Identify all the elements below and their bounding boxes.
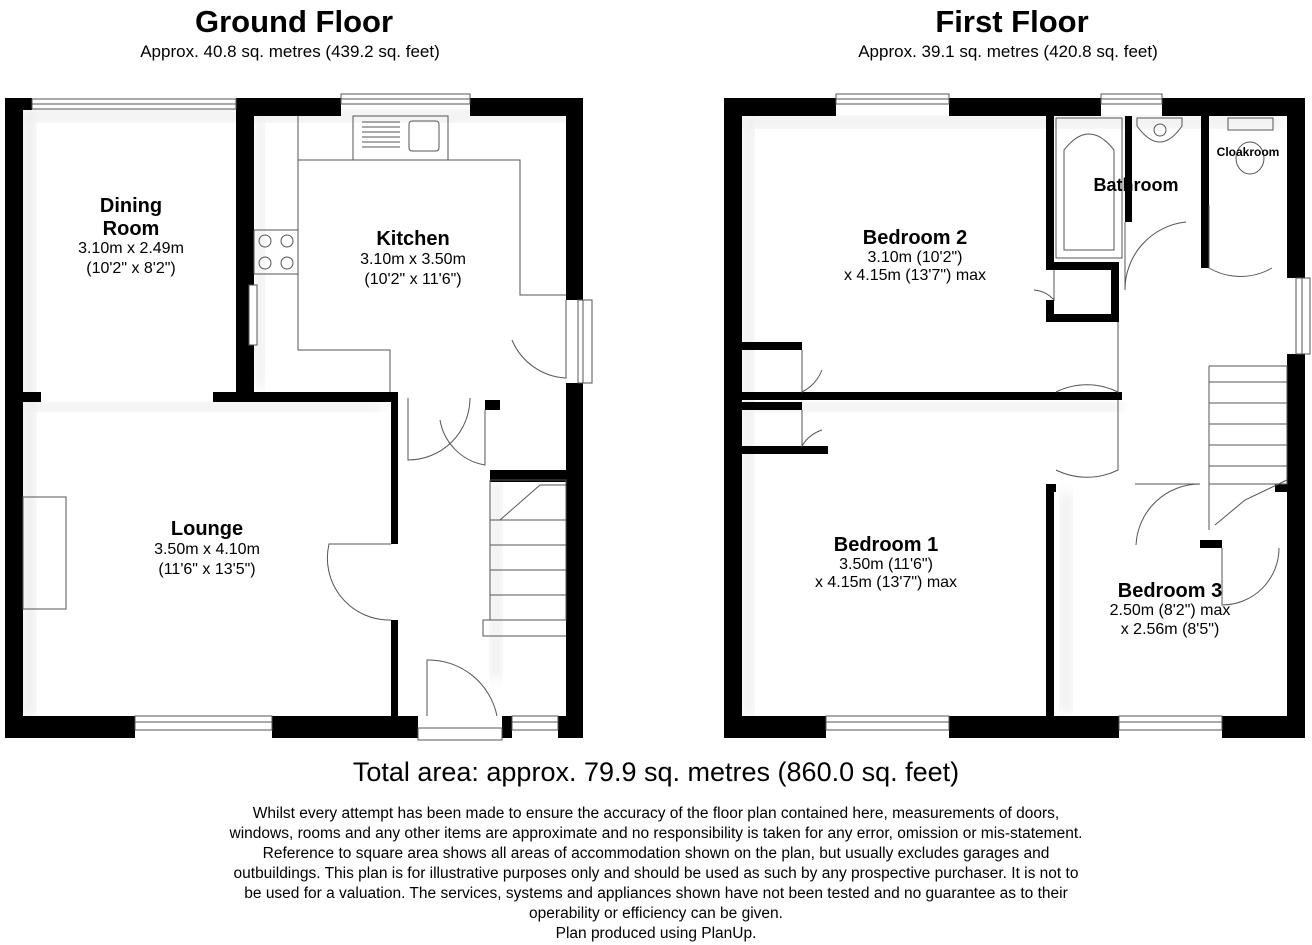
- ground-floor-area: Approx. 40.8 sq. metres (439.2 sq. feet): [140, 42, 440, 61]
- sink-bowl: [409, 121, 439, 151]
- hall-cupboard-door: [440, 410, 485, 465]
- first-floor-area: Approx. 39.1 sq. metres (420.8 sq. feet): [858, 42, 1158, 61]
- disclaimer: [170, 804, 1142, 944]
- total-area: Total area: approx. 79.9 sq. metres (860.0 sq. feet): [352, 757, 960, 787]
- hall-kitchen-door-swing: [408, 398, 470, 460]
- front-door-frame: [418, 728, 502, 740]
- kitchen-name: Kitchen: [376, 228, 450, 250]
- lounge-dim-imperial: (11'6" x 13'5"): [158, 561, 256, 578]
- lounge-name: Lounge: [170, 518, 244, 540]
- bedroom2-dim-line1: 3.10m (10'2"): [867, 249, 963, 266]
- bedroom3-dim-line2: x 2.56m (8'5"): [1120, 621, 1220, 638]
- bedroom1-dim-line2: x 4.15m (13'7") max: [814, 574, 958, 591]
- first-floor-walls: [724, 98, 1305, 738]
- cloakroom-door-swing: [1209, 205, 1272, 276]
- dining-room-dim-imperial: (10'2" x 8'2"): [86, 260, 176, 277]
- ground-floor-plan: [5, 4, 592, 740]
- bedroom3-door-swing: [1135, 484, 1200, 545]
- first-stairs: [1209, 366, 1287, 530]
- bedroom2-dim-line2: x 4.15m (13'7") max: [843, 267, 987, 284]
- bedroom3-window: [1119, 716, 1222, 730]
- wardrobe1-door: [802, 410, 822, 446]
- kitchen-side-window: [578, 300, 592, 383]
- bedroom2-door-swing: [1056, 322, 1118, 392]
- lounge-window: [135, 716, 272, 730]
- disclaimer-line: operability or efficiency can be given.: [529, 905, 783, 922]
- bathroom-name: Bathroom: [1093, 175, 1179, 195]
- first-floor-title: First Floor: [935, 4, 1089, 39]
- disclaimer-line: Plan produced using PlanUp.: [555, 925, 757, 942]
- bedroom1-window: [826, 716, 949, 730]
- kitchen-back-door-swing: [512, 300, 566, 378]
- disclaimer-line: Reference to square area shows all areas of accommodation shown on the plan, but usually excludes garages and: [262, 845, 1050, 862]
- hall-window: [512, 716, 558, 730]
- bedroom1-dim-line1: 3.50m (11'6"): [839, 556, 933, 573]
- disclaimer-line: outbuildings. This plan is for illustrative purposes only and should be used as such by any prospective purchaser. It is not to: [233, 865, 1079, 882]
- bedroom3-name: Bedroom 3: [1117, 580, 1223, 602]
- lounge-dim-metric: 3.50m x 4.10m: [154, 541, 260, 558]
- bedroom3-dim-line1: 2.50m (8'2") max: [1109, 602, 1231, 619]
- bedroom3-cupboard-door: [1222, 548, 1279, 605]
- disclaimer-line: Whilst every attempt has been made to ensure the accuracy of the floor plan contained here, measurements of doors,: [252, 805, 1060, 822]
- kitchen-dim-imperial: (10'2" x 11'6"): [364, 271, 462, 288]
- wardrobe2-door: [802, 350, 822, 392]
- lounge-door-swing: [327, 544, 391, 620]
- first-floor-fixtures: [802, 118, 1287, 605]
- bathroom-door-swing: [1125, 222, 1186, 290]
- dining-room-name-line2: Room: [102, 218, 160, 240]
- cloakroom-name: Cloakroom: [1216, 145, 1280, 159]
- dining-room-dim-metric: 3.10m x 2.49m: [78, 240, 184, 257]
- dining-side-window: [249, 285, 257, 345]
- front-door-swing: [427, 660, 497, 716]
- dining-room-name-line1: Dining: [99, 195, 163, 217]
- disclaimer-line: be used for a valuation. The services, systems and appliances shown have not been tested and no guarantee as to their: [244, 885, 1068, 902]
- ground-floor-windows: [32, 94, 592, 740]
- landing-window: [1296, 278, 1310, 354]
- kitchen-dim-metric: 3.10m x 3.50m: [360, 251, 466, 268]
- disclaimer-line: windows, rooms and any other items are approximate and no responsibility is taken for any error, omission or mis-statement.: [229, 825, 1083, 842]
- bedroom2-name: Bedroom 2: [862, 227, 968, 249]
- first-floor-plan: [724, 4, 1310, 738]
- airing-cupboard-door: [1034, 270, 1054, 300]
- bedroom1-name: Bedroom 1: [833, 534, 939, 556]
- sink-unit: [353, 116, 448, 160]
- drainer-lines: [362, 122, 400, 147]
- ground-floor-title: Ground Floor: [194, 4, 394, 39]
